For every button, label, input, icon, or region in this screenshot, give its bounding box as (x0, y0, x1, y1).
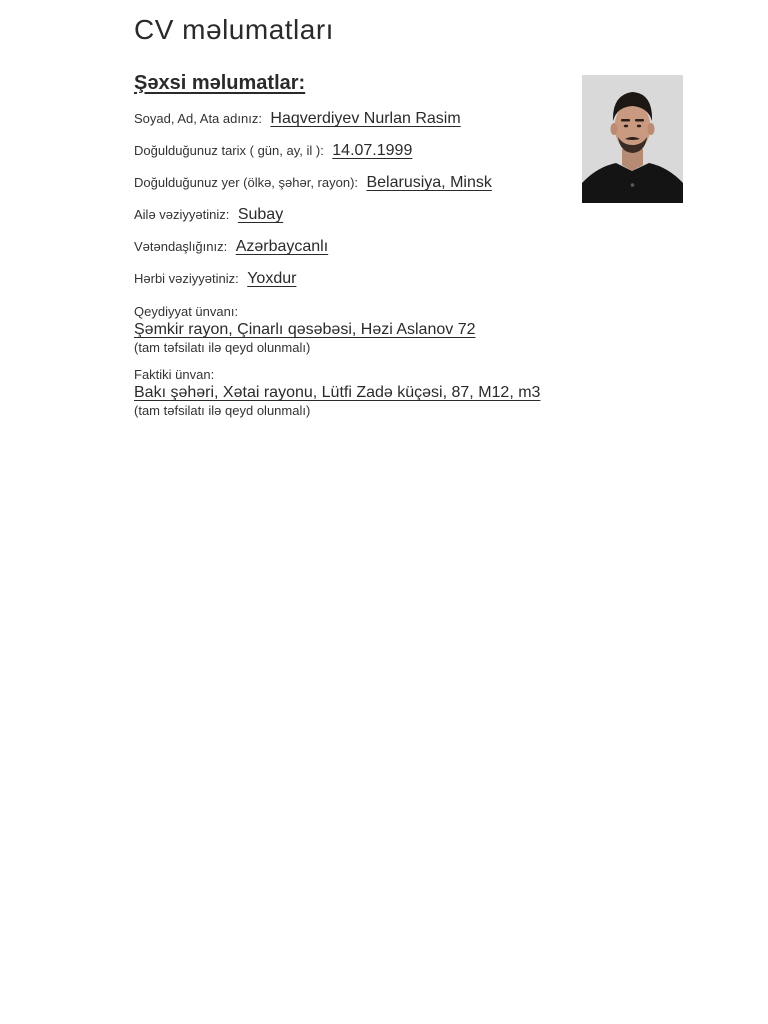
profile-photo (582, 75, 683, 203)
actual-address-label: Faktiki ünvan: (134, 367, 215, 382)
actual-address-block (134, 367, 540, 418)
field-label: Ailə vəziyyətiniz: (134, 207, 230, 222)
field-value: Belarusiya, Minsk (366, 174, 492, 191)
field-citizenship (134, 238, 328, 256)
field-value: Yoxdur (247, 270, 297, 287)
field-military-status (134, 270, 296, 288)
field-birth-date (134, 142, 412, 160)
field-value: Azərbaycanlı (235, 238, 329, 255)
field-label: Hərbi vəziyyətiniz: (134, 271, 239, 286)
field-value: Subay (237, 206, 284, 223)
field-marital-status (134, 206, 283, 224)
page-title: CV məlumatları (134, 14, 334, 45)
field-label: Doğulduğunuz tarix ( gün, ay, il ): (134, 143, 324, 158)
field-label: Vətəndaşlığınız: (134, 239, 228, 254)
registration-address-block (134, 304, 476, 355)
field-value: 14.07.1999 (332, 142, 413, 159)
section-title-personal-info: Şəxsi məlumatlar: (134, 72, 306, 94)
field-label: Soyad, Ad, Ata adınız: (134, 111, 262, 126)
field-label: Doğulduğunuz yer (ölkə, şəhər, rayon): (134, 175, 359, 190)
actual-address-value: Bakı şəhəri, Xətai rayonu, Lütfi Zadə küçəsi, 87, M12, m3 (134, 384, 541, 401)
registration-address-label: Qeydiyyat ünvanı: (134, 304, 239, 319)
field-value: Haqverdiyev Nurlan Rasim (270, 110, 461, 127)
field-birth-place (134, 174, 492, 192)
registration-address-note: (tam təfsilatı ilə qeyd olunmalı) (134, 340, 311, 355)
actual-address-note: (tam təfsilatı ilə qeyd olunmalı) (134, 403, 311, 418)
registration-address-value: Şəmkir rayon, Çinarlı qəsəbəsi, Həzi Aslanov 72 (134, 321, 476, 338)
field-full-name (134, 110, 461, 128)
